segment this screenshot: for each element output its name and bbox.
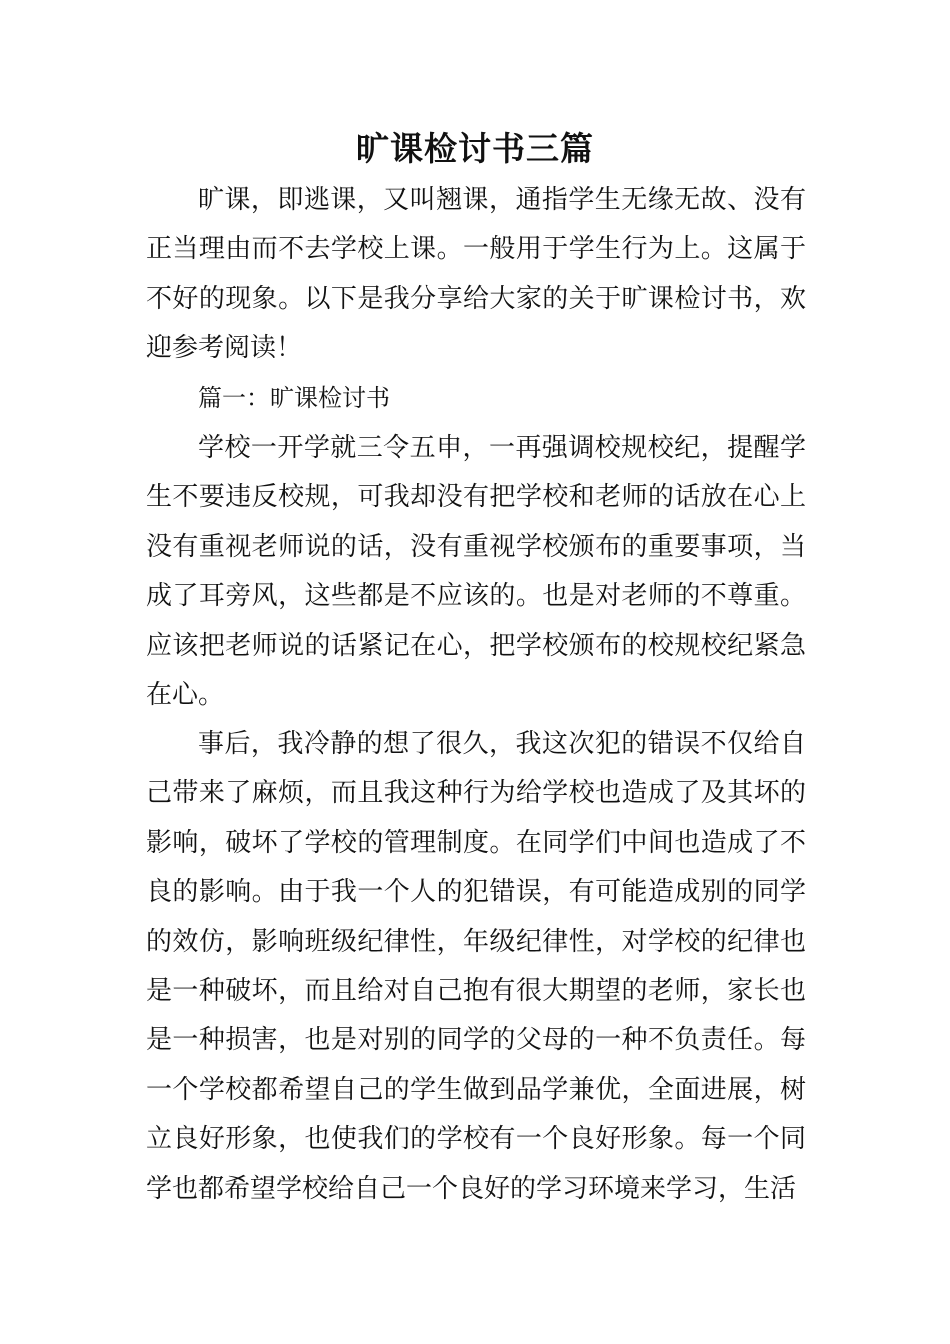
body-paragraph-1: 学校一开学就三令五申，一再强调校规校纪，提醒学生不要违反校规，可我却没有把学校和老师的话放在心上没有重视老师说的话，没有重视学校颁布的重要事项，当成了耳旁风，这些都是不应该的。也是对老师的不尊重。应该把老师说的话紧记在心，把学校颁布的校规校纪紧急在心。	[146, 433, 806, 711]
body-paragraph-2: 事后，我冷静的想了很久，我这次犯的错误不仅给自己带来了麻烦，而且我这种行为给学校也造成了及其坏的影响，破坏了学校的管理制度。在同学们中间也造成了不良的影响。由于我一个人的犯错误，有可能造成别的同学的效仿，影响班级纪律性，年级纪律性，对学校的纪律也是一种破坏，而且给对自己抱有很大期望的老师，家长也是一种损害，也是对别的同学的父母的一种不负责任。每一个学校都希望自己的学生做到品学兼优，全面进展，树立良好形象，也使我们的学校有一个良好形象。每一个同学也都希望学校给自己一个良好的学习环境来学习，生活	[146, 729, 806, 1204]
intro-paragraph: 旷课，即逃课，又叫翘课，通指学生无缘无故、没有正当理由而不去学校上课。一般用于学生行为上。这属于不好的现象。以下是我分享给大家的关于旷课检讨书，欢迎参考阅读！	[146, 185, 806, 364]
section-heading: 篇一：旷课检讨书	[198, 384, 390, 412]
document-title: 旷课检讨书三篇	[356, 129, 594, 168]
